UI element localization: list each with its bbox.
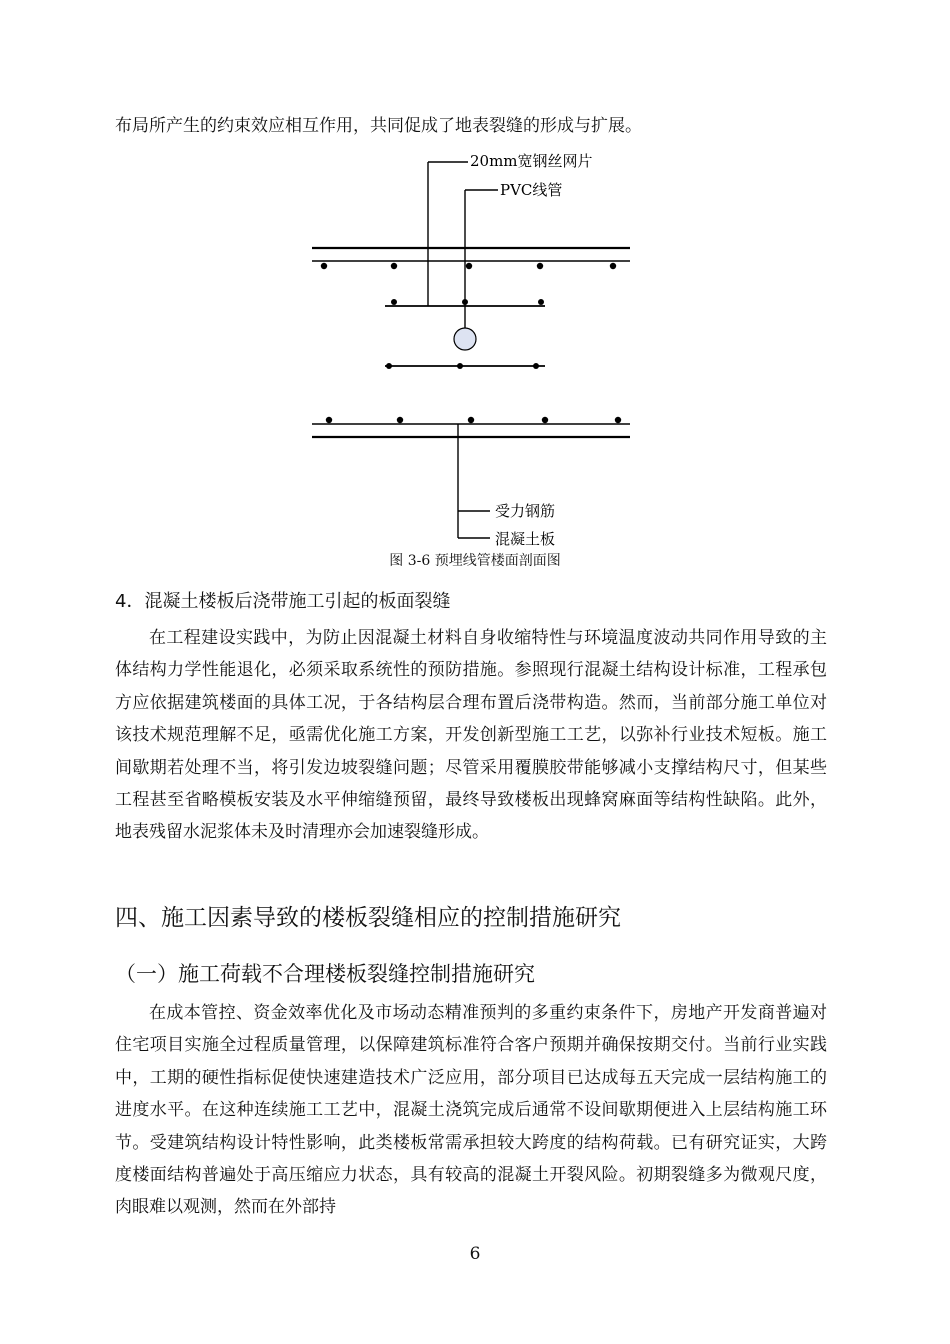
mesh-dot-lower — [457, 363, 463, 369]
figure-caption: 图 3-6 预埋线管楼面剖面图 — [389, 553, 561, 569]
top-rebar-dot — [391, 263, 397, 269]
cross-section-diagram — [300, 145, 650, 555]
pvc-pipe-circle — [454, 328, 476, 350]
top-rebar-dot — [466, 263, 472, 269]
subsection-1-paragraph: 在成本管控、资金效率优化及市场动态精准预判的多重约束条件下，房地产开发商普遍对住宅项目实施全过程质量管理，以保障建筑标准符合客户预期并确保按期交付。当前行业实践中，工期的硬性指标促使快速建造技术广泛应用，部分项目已达成每五天完成一层结构施工的进度水平。在这种连续施工工艺中，混凝土浇筑完成后通常不设间歇期便进入上层结构施工环节。受建筑结构设计特性影响，此类楼板常需承担较大跨度的结构荷载。已有研究证实，大跨度楼面结构普遍处于高压缩应力状态，具有较高的混凝土开裂风险。初期裂缝多为微观尺度，肉眼难以观测，然而在外部持 — [115, 1003, 827, 1218]
bottom-rebar-dot — [615, 417, 621, 423]
mesh-dot-upper — [391, 299, 397, 305]
mesh-dot-upper — [538, 299, 544, 305]
slab-label: 混凝土板 — [495, 530, 556, 548]
section-4-paragraph: 在工程建设实践中，为防止因混凝土材料自身收缩特性与环境温度波动共同作用导致的主体结构力学性能退化，必须采取系统性的预防措施。参照现行混凝土结构设计标准，工程承包方应依据建筑楼面的具体工况，于各结构层合理布置后浇带构造。然而，当前部分施工单位对该技术规范理解不足，亟需优化施工方案，开发创新型施工工艺，以弥补行业技术短板。施工间歇期若处理不当，将引发边坡裂缝问题；尽管采用覆膜胶带能够减小支撑结构尺寸，但某些工程甚至省略模板安装及水平伸缩缝预留，最终导致楼板出现蜂窝麻面等结构性缺陷。此外，地表残留水泥浆体未及时清理亦会加速裂缝形成。 — [115, 628, 827, 843]
bottom-rebar-dot — [542, 417, 548, 423]
chapter-4-heading: 四、施工因素导致的楼板裂缝相应的控制措施研究 — [115, 905, 621, 931]
pvc-label: PVC线管 — [500, 181, 563, 199]
page-number: 6 — [469, 1244, 481, 1264]
top-rebar-dot — [321, 263, 327, 269]
mesh-dot-lower — [386, 363, 392, 369]
rebar-label: 受力钢筋 — [495, 502, 556, 520]
section-4-heading: 4．混凝土楼板后浇带施工引起的板面裂缝 — [115, 591, 451, 612]
intro-text-line: 布局所产生的约束效应相互作用，共同促成了地表裂缝的形成与扩展。 — [115, 116, 642, 136]
mesh-dot-lower — [533, 363, 539, 369]
bottom-rebar-dot — [326, 417, 332, 423]
mesh-label: 20mm宽钢丝网片 — [470, 152, 593, 170]
top-rebar-dot — [610, 263, 616, 269]
bottom-rebar-dot — [468, 417, 474, 423]
top-rebar-dot — [537, 263, 543, 269]
subsection-1-heading: （一）施工荷载不合理楼板裂缝控制措施研究 — [115, 962, 535, 986]
bottom-rebar-dot — [397, 417, 403, 423]
